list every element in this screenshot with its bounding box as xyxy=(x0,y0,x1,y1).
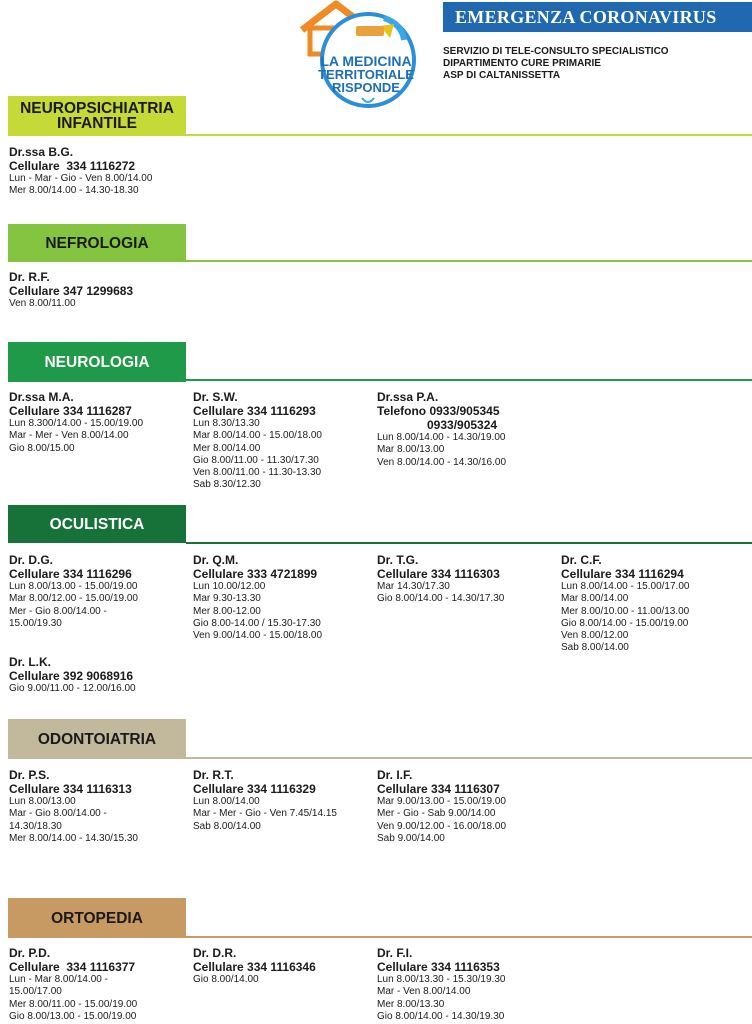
doctor-phone: Cellulare 334 1116353 xyxy=(377,960,500,974)
section-divider xyxy=(186,757,752,759)
doctor-hours: 15.00/17.00 xyxy=(9,986,62,998)
doctor-name: Dr. P.D. xyxy=(9,946,51,960)
doctor-hours: Gio 8.00/11.00 - 11.30/17.30 xyxy=(193,454,319,466)
doctor-card xyxy=(377,553,557,606)
doctor-phone: Cellulare 334 1116296 xyxy=(9,567,132,581)
department-line: ASP DI CALTANISSETTA xyxy=(443,70,561,81)
doctor-hours: Gio 8.00/14.00 - 15.00/19.00 xyxy=(561,617,689,629)
doctor-name: Dr. F.I. xyxy=(377,946,413,960)
doctor-phone: Telefono 0933/905345 0933/905324 xyxy=(377,404,500,432)
doctor-hours: Mer - Gio 8.00/14.00 - xyxy=(9,605,107,617)
doctor-name: Dr. D.R. xyxy=(193,946,237,960)
section-odontoiatria xyxy=(8,719,186,759)
doctor-hours: Mer 8.00/14.00 - 14.30-18.30 xyxy=(9,185,139,197)
doctor-phone: Cellulare 334 1116307 xyxy=(377,782,500,796)
doctor-phone: Cellulare 347 1299683 xyxy=(9,284,134,298)
doctor-card xyxy=(193,768,373,833)
doctor-hours: Gio 8.00/14.00 - 14.30/17.30 xyxy=(377,593,505,605)
doctor-card xyxy=(9,655,189,695)
section-title: ORTOPEDIA xyxy=(51,909,143,927)
doctor-card xyxy=(9,553,189,630)
doctor-hours: Mer 8.00/14.00 xyxy=(193,442,261,454)
section-title: ODONTOIATRIA xyxy=(37,730,157,748)
doctor-name: Dr.ssa P.A. xyxy=(377,390,439,404)
section-oculistica xyxy=(8,505,186,543)
doctor-hours: Mer 8.00/13.30 xyxy=(377,998,445,1010)
emergency-banner: EMERGENZA CORONAVIRUS xyxy=(443,2,752,32)
doctor-card xyxy=(193,553,373,642)
doctor-card xyxy=(377,946,557,1023)
doctor-hours: Ven 8.00/12.00 xyxy=(561,630,629,642)
doctor-phone: Cellulare 392 9068916 xyxy=(9,669,134,683)
doctor-name: Dr. S.W. xyxy=(193,390,238,404)
doctor-card xyxy=(377,768,557,845)
doctor-phone: Cellulare 333 4721899 xyxy=(193,567,318,581)
doctor-name: Dr. I.F. xyxy=(377,768,413,782)
doctor-name: Dr. C.F. xyxy=(561,553,602,567)
svg-text:LA MEDICINA: LA MEDICINA xyxy=(320,53,412,69)
doctor-name: Dr. R.T. xyxy=(193,768,234,782)
doctor-phone: Cellulare 334 1116303 xyxy=(377,567,500,581)
medicina-territoriale-logo xyxy=(296,0,436,110)
doctor-hours: Mar 8.00/14.00 xyxy=(561,593,629,605)
doctor-hours: Mar - Mer - Ven 8.00/14.00 xyxy=(9,430,129,442)
doctor-name: Dr.ssa B.G. xyxy=(9,145,74,159)
doctor-hours: Mer 8.00/11.00 - 15.00/19.00 xyxy=(9,998,138,1010)
section-title: NEUROLOGIA xyxy=(44,353,150,371)
svg-text:RISPONDE: RISPONDE xyxy=(332,80,400,95)
doctor-name: Dr. Q.M. xyxy=(193,553,239,567)
doctor-card xyxy=(9,946,189,1023)
doctor-hours: Lun 8.00/13.30 - 15.30/19.30 xyxy=(377,974,506,985)
department-line: SERVIZIO DI TELE-CONSULTO SPECIALISTICO xyxy=(443,46,669,57)
doctor-card xyxy=(9,768,189,845)
doctor-hours: Ven 9.00/12.00 - 16.00/18.00 xyxy=(377,820,506,832)
doctor-hours: Sab 8.00/14.00 xyxy=(193,820,261,832)
doctor-hours: Lun 8.00/14.00 - 14.30/19.00 xyxy=(377,432,506,443)
doctor-hours: Lun 8.30/13.30 xyxy=(193,418,260,429)
doctor-hours: Mar 9.30-13.30 xyxy=(193,593,261,605)
section-divider xyxy=(186,936,752,938)
doctor-card xyxy=(193,390,373,492)
doctor-hours: Mer - Gio - Sab 9.00/14.00 xyxy=(377,808,496,820)
doctor-name: Dr. T.G. xyxy=(377,553,419,567)
doctor-card xyxy=(9,145,269,198)
doctor-hours: Sab 8.30/12.30 xyxy=(193,479,261,491)
doctor-hours: Lun 8.00/14.00 - 15.00/17.00 xyxy=(561,581,690,592)
doctor-hours: Lun - Mar - Gio - Ven 8.00/14.00 xyxy=(9,173,153,184)
doctor-hours: Gio 8.00/14.00 xyxy=(193,974,259,985)
doctor-card xyxy=(9,390,189,455)
doctor-hours: Mar 8.00/12.00 - 15.00/19.00 xyxy=(9,593,138,605)
section-title: OCULISTICA xyxy=(49,515,145,533)
section-title: NEFROLOGIA xyxy=(45,234,149,252)
section-divider xyxy=(186,379,752,381)
doctor-hours: Sab 9.00/14.00 xyxy=(377,832,445,844)
doctor-hours: Gio 8.00-14.00 / 15.30-17.30 xyxy=(193,617,321,629)
section-divider xyxy=(186,134,752,136)
doctor-hours: 15.00/19.30 xyxy=(9,617,62,629)
svg-text:TERRITORIALE: TERRITORIALE xyxy=(318,67,414,82)
doctor-hours: Sab 8.00/14.00 xyxy=(561,642,629,654)
doctor-name: Dr. D.G. xyxy=(9,553,54,567)
doctor-card xyxy=(9,270,269,310)
section-neuropsichiatria-infantile xyxy=(8,96,186,136)
section-divider xyxy=(186,542,752,544)
doctor-hours: Mer 8.00-12.00 xyxy=(193,605,261,617)
department-line: DIPARTIMENTO CURE PRIMARIE xyxy=(443,58,601,69)
section-title: INFANTILE xyxy=(56,115,138,132)
doctor-name: Dr.ssa M.A. xyxy=(9,390,74,404)
doctor-hours: Ven 8.00/11.00 xyxy=(9,298,76,309)
doctor-hours: 14.30/18.30 xyxy=(9,820,62,832)
section-ortopedia xyxy=(8,898,186,938)
doctor-hours: Mar 14.30/17.30 xyxy=(377,581,450,592)
doctor-phone: Cellulare 334 1116346 xyxy=(193,960,316,974)
doctor-phone: Cellulare 334 1116377 xyxy=(9,960,136,974)
doctor-hours: Mar - Ven 8.00/14.00 xyxy=(377,986,471,998)
doctor-name: Dr. P.S. xyxy=(9,768,50,782)
doctor-hours: Mar 8.00/13.00 xyxy=(377,444,445,456)
doctor-hours: Mar 9.00/13.00 - 15.00/19.00 xyxy=(377,796,506,807)
doctor-hours: Ven 8.00/14.00 - 14.30/16.00 xyxy=(377,456,506,468)
doctor-phone: Cellulare 334 1116272 xyxy=(9,159,136,173)
department-info xyxy=(443,46,669,82)
doctor-hours: Ven 9.00/14.00 - 15.00/18.00 xyxy=(193,630,322,642)
section-nefrologia xyxy=(8,224,186,262)
doctor-hours: Mar - Gio 8.00/14.00 - xyxy=(9,808,107,820)
section-title: NEUROPSICHIATRIA xyxy=(20,100,174,117)
doctor-hours: Gio 8.00/14.00 - 14.30/19.30 xyxy=(377,1010,505,1022)
doctor-phone: Cellulare 334 1116329 xyxy=(193,782,316,796)
doctor-hours: Lun 8.00/13.00 - 15.00/19.00 xyxy=(9,581,138,592)
doctor-name: Dr. L.K. xyxy=(9,655,52,669)
doctor-phone: Cellulare 334 1116313 xyxy=(9,782,132,796)
doctor-hours: Ven 8.00/11.00 - 11.30-13.30 xyxy=(193,467,322,479)
doctor-hours: Mer 8.00/14.00 - 14.30/15.30 xyxy=(9,832,138,844)
doctor-hours: Mar 8.00/14.00 - 15.00/18.00 xyxy=(193,430,322,442)
doctor-name: Dr. R.F. xyxy=(9,270,50,284)
doctor-phone: Cellulare 334 1116293 xyxy=(193,404,316,418)
doctor-hours: Lun - Mar 8.00/14.00 - xyxy=(9,974,108,985)
doctor-hours: Gio 9.00/11.00 - 12.00/16.00 xyxy=(9,683,136,694)
doctor-hours: Mar - Mer - Gio - Ven 7.45/14.15 xyxy=(193,808,337,820)
doctor-card xyxy=(193,946,373,986)
section-divider xyxy=(186,260,752,262)
doctor-hours: Lun 8.00/13.00 xyxy=(9,796,76,807)
section-neurologia xyxy=(8,342,186,382)
doctor-hours: Mer 8.00/10.00 - 11.00/13.00 xyxy=(561,605,690,617)
doctor-hours: Gio 8.00/13.00 - 15.00/19.00 xyxy=(9,1010,137,1022)
doctor-hours: Lun 8.300/14.00 - 15.00/19.00 xyxy=(9,418,144,429)
doctor-card xyxy=(377,390,557,469)
doctor-hours: Lun 10.00/12.00 xyxy=(193,581,266,592)
doctor-phone: Cellulare 334 1116294 xyxy=(561,567,684,581)
doctor-hours: Lun 8.00/14.00 xyxy=(193,796,260,807)
doctor-phone: Cellulare 334 1116287 xyxy=(9,404,132,418)
doctor-card xyxy=(561,553,741,655)
doctor-hours: Gio 8.00/15.00 xyxy=(9,442,75,454)
